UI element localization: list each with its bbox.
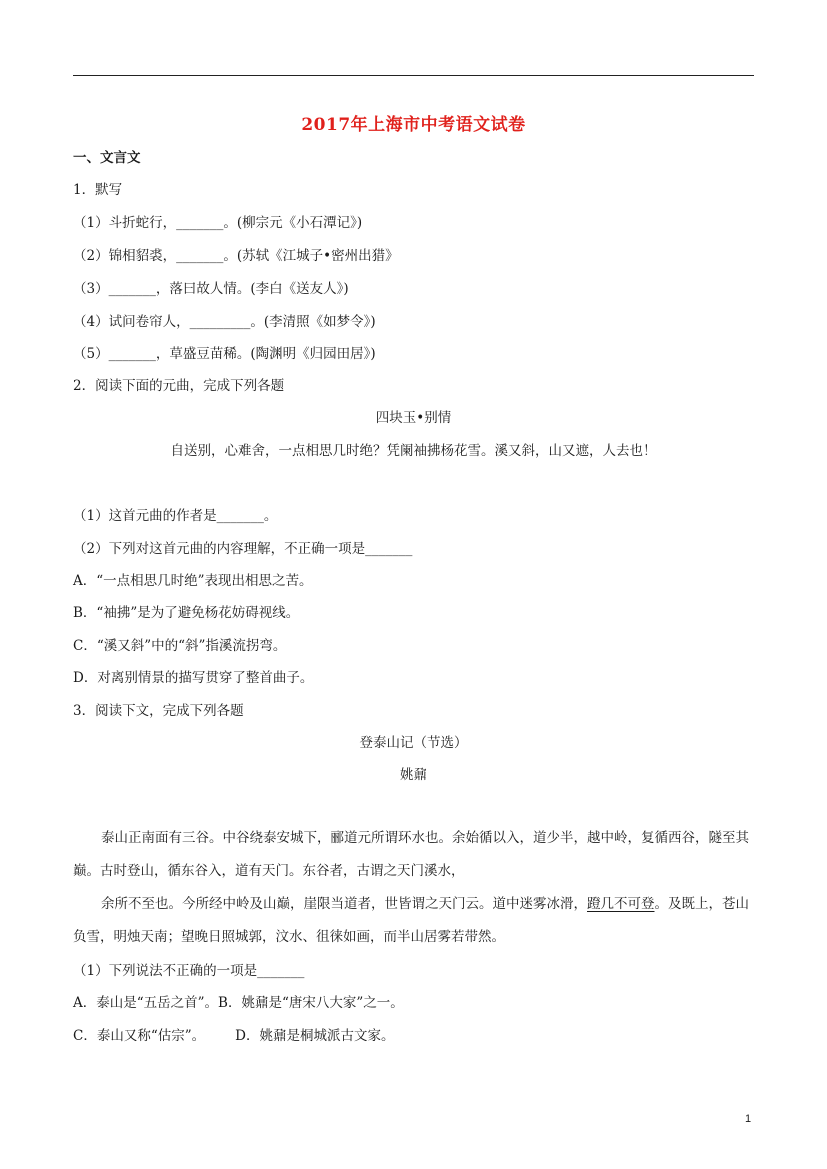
q1-item-3: （3）_______，落曰故人情。(李白《送友人》) bbox=[73, 281, 349, 297]
q2-sub-1: （1）这首元曲的作者是_______。 bbox=[73, 508, 278, 524]
passage-paragraph-1: 泰山正南面有三谷。中谷绕泰安城下，郦道元所谓环水也。余始循以入，道少半，越中岭，复循西谷，隧至其巅。古时登山，循东谷入，道有天门。东谷者，古谓之天门溪水， bbox=[73, 830, 749, 879]
q1-item-5: （5）_______，草盛豆苗稀。(陶渊明《归园田居》) bbox=[73, 346, 376, 362]
passage-paragraph-2 bbox=[73, 888, 754, 954]
header-rule bbox=[73, 75, 754, 76]
q3-option-c: C．泰山又称“估宗”。 bbox=[73, 1028, 206, 1044]
q2-option-b: B．“袖拂”是为了避免杨花妨碍视线。 bbox=[73, 605, 300, 621]
q2-option-d: D．对离别情景的描写贯穿了整首曲子。 bbox=[73, 670, 314, 686]
q3-options-cd bbox=[73, 1030, 394, 1044]
q1-item-1: （1）斗折蛇行，_______。(柳宗元《小石潭记》) bbox=[73, 215, 363, 231]
section-heading: 一、文言文 bbox=[73, 150, 141, 166]
underlined-phrase: 蹬几不可登 bbox=[587, 896, 655, 912]
q2-option-c: C．“溪又斜”中的“斜”指溪流拐弯。 bbox=[73, 638, 287, 654]
q1-item-2: （2）锦相貂裘，_______。(苏轼《江城子•密州出猎》 bbox=[73, 248, 399, 264]
page-title: 2017年上海市中考语文试卷 bbox=[301, 115, 526, 135]
q2-sub-2: （2）下列对这首元曲的内容理解，不正确一项是_______ bbox=[73, 541, 413, 557]
q1-item-4: （4）试问卷帘人，_________。(李清照《如梦令》) bbox=[73, 314, 376, 330]
passage-title: 登泰山记（节选） bbox=[359, 735, 468, 751]
q3-options-ab: A．泰山是“五岳之首”。B．姚鼐是“唐宋八大家”之一。 bbox=[73, 995, 404, 1011]
passage-author: 姚鼐 bbox=[400, 767, 427, 783]
q3-option-d: D．姚鼐是桐城派古文家。 bbox=[235, 1028, 395, 1044]
question-2-label: 2．阅读下面的元曲，完成下列各题 bbox=[73, 378, 285, 394]
poem-text: 自送别，心难舍，一点相思几时绝？凭阑袖拂杨花雪。溪又斜，山又遮，人去也！ bbox=[170, 443, 657, 459]
question-3-label: 3．阅读下文，完成下列各题 bbox=[73, 703, 244, 719]
q3-sub-1: （1）下列说法不正确的一项是_______ bbox=[73, 963, 305, 979]
page-number: 1 bbox=[745, 1113, 752, 1125]
para2-text-before: 余所不至也。今所经中岭及山巅，崖限当道者，世皆谓之天门云。道中迷雾冰滑， bbox=[101, 896, 587, 912]
question-1-label: 1．默写 bbox=[73, 182, 123, 198]
q2-option-a: A．“一点相思几时绝”表现出相思之苦。 bbox=[73, 573, 313, 589]
poem-title: 四块玉•别情 bbox=[375, 410, 452, 426]
para2-text-after: 。及既上，苍山负雪，明烛天南；望晚日照城郭，汶水、徂徕如画，而半山居雾若带然。 bbox=[73, 896, 749, 945]
